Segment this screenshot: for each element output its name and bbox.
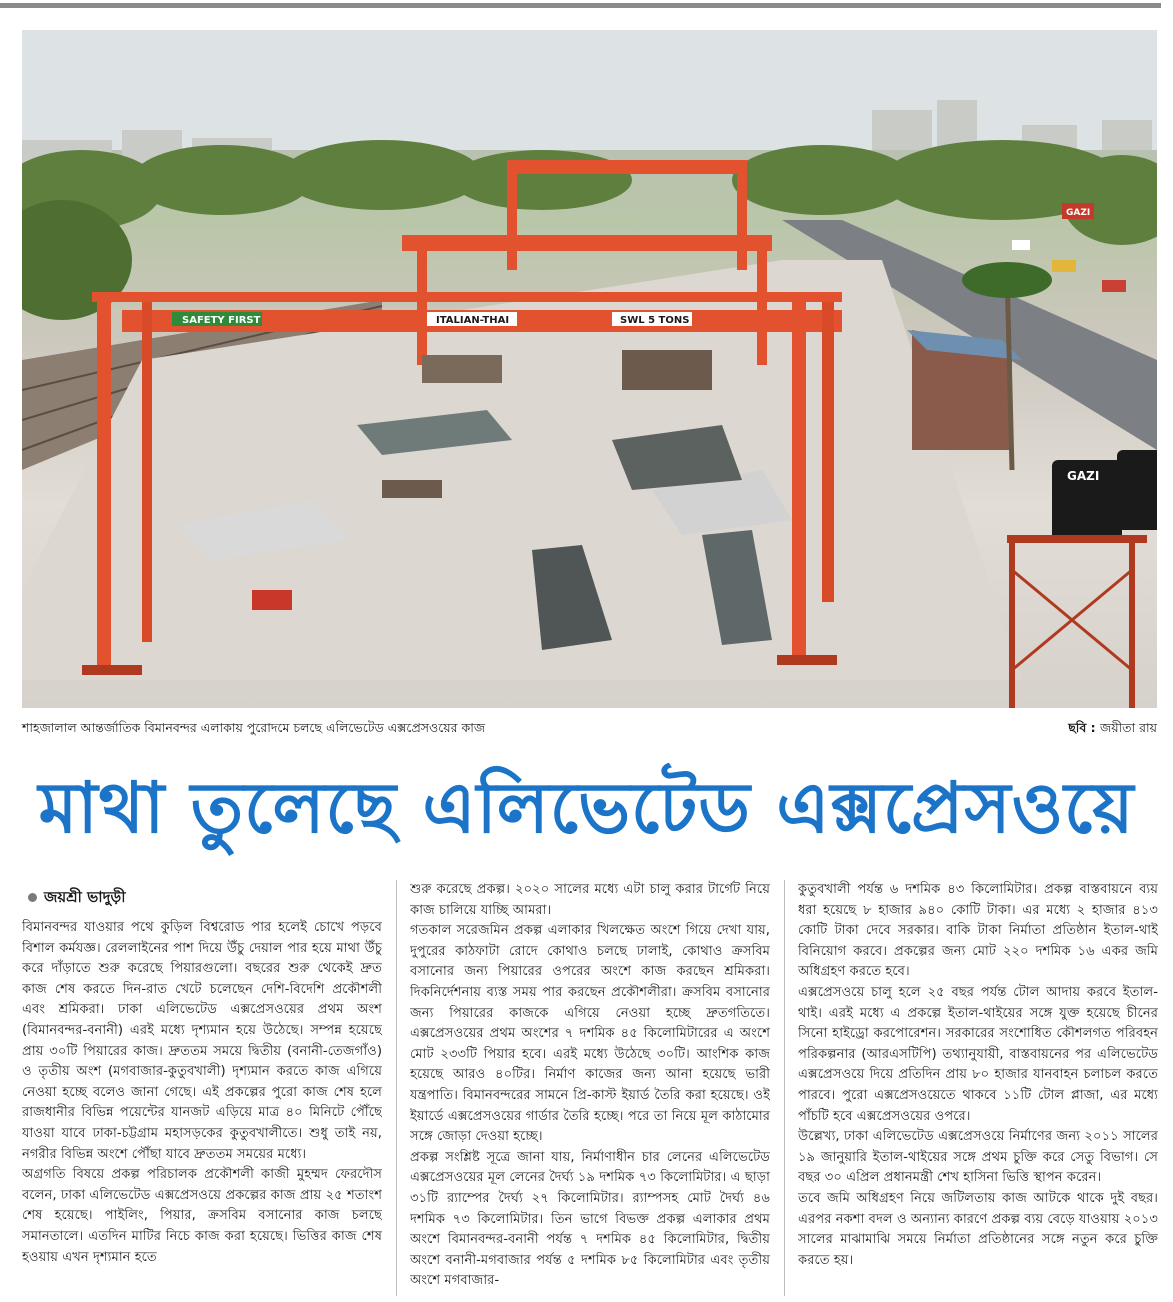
column-divider	[396, 880, 397, 1296]
sky	[22, 30, 1157, 150]
paragraph: উল্লেখ্য, ঢাকা এলিভেটেড এক্সপ্রেসওয়ে নির্মাণের জন্য ২০১১ সালের ১৯ জানুয়ারি ইতাল-থাইয়ের সঙ্গে প্রথম চুক্তি করে সেতু বিভাগ। সে বছর ৩০ এপ্রিল প্রধানমন্ত্রী শেখ হাসিনা ভিত্তি স্থাপন করেন।	[798, 1129, 1158, 1186]
headline: মাথা তুলেছে এলিভেটেড এক্সপ্রেসওয়ে	[38, 767, 1135, 849]
article-column-1	[22, 918, 382, 1298]
site-office	[907, 330, 1022, 450]
billboard-text: GAZI	[1066, 208, 1091, 218]
paragraph: শুরু করেছে প্রকল্প। ২০২০ সালের মধ্যে এটা চালু করার টার্গেট নিয়ে কাজ চালিয়ে যাচ্ছি আমরা।	[410, 882, 770, 918]
article-column-2	[410, 880, 770, 1298]
paragraph: বিমানবন্দর যাওয়ার পথে কুড়িল বিশ্বরোড পার হলেই চোখে পড়বে বিশাল কর্মযজ্ঞ। রেললাইনের পাশ দিয়ে উঁচু দেয়াল পার হয়ে মাথা উঁচু করে দাঁড়াতে শুরু করেছে পিয়ারগুলো। বছরের শুরু থেকেই দ্রুত কাজ শেষ করতে দিন-রাত খেটে চলেছেন দেশি-বিদেশি প্রকৌশলী এবং শ্রমিকরা। ঢাকা এলিভেটেড এক্সপ্রেসওয়ের প্রথম অংশ (বিমানবন্দর-বনানী) এরই মধ্যে দৃশ্যমান হয়ে উঠেছে। সম্পন্ন হয়েছে প্রায় ৩০টি পিয়ারের কাজ। দ্রুততম সময়ে দ্বিতীয় (বনানী-তেজগাঁও) ও তৃতীয় অংশ (মগবাজার-কুতুবখালী) দৃশ্যমান করতে কাজ এগিয়ে নেওয়া হচ্ছে বলেও জানা গেছে। এই প্রকল্পের পুরো কাজ শেষ হলে রাজধানীর বিভিন্ন পয়েন্টের যানজট এড়িয়ে মাত্র ৪০ মিনিটে পৌঁছে যাওয়া যাবে ঢাকা-চট্টগ্রাম মহাসড়কের কুতুবখালীতে। শুধু তাই নয়, নগরীর বিভিন্ন অংশে পৌঁছা যাবে দ্রুততম সময়ের মধ্যে।	[22, 920, 382, 1162]
paragraph: অগ্রগতি বিষয়ে প্রকল্প পরিচালক প্রকৌশলী কাজী মুহম্মদ ফেরদৌস বলেন, ঢাকা এলিভেটেড এক্সপ্রেসওয়ে প্রকল্পের কাজ প্রায় ২৫ শতাংশ শেষ হয়েছে। পাইলিং, পিয়ার, ক্রসবিম বসানোর কাজ চলছে সমানতালে। এতদিন মাটির নিচে কাজ করা হয়েছে। ভিত্তির কাজ শেষ হওয়ায় এখন দৃশ্যমান হতে	[22, 1167, 382, 1265]
news-photo	[22, 30, 1157, 708]
paragraph: তবে জমি অধিগ্রহণ নিয়ে জটিলতায় কাজ আটকে থাকে দুই বছর। এরপর নকশা বদল ও অন্যান্য কারণে প্রকল্প ব্যয় বেড়ে যাওয়ায় ২০১৩ সালের মাঝামাঝি সময়ে নির্মাতা প্রতিষ্ঠানের সঙ্গে নতুন করে চুক্তি করতে হয়।	[798, 1190, 1158, 1268]
author-name: জয়শ্রী ভাদুড়ী	[44, 888, 126, 906]
photo-credit-label: ছবি	[1068, 720, 1087, 735]
paragraph: এক্সপ্রেসওয়ে চালু হলে ২৫ বছর পর্যন্ত টোল আদায় করবে ইতাল-থাই। এরই মধ্যে এ প্রকল্পে ইতাল-থাইয়ের সঙ্গে যুক্ত হয়েছে চীনের সিনো হাইড্রো করপোরেশন। সরকারের সংশোধিত কৌশলগত পরিবহন পরিকল্পনার (আরএসটিপি) তথ্যানুযায়ী, বাস্তবায়নের পর এলিভেটেড এক্সপ্রেসওয়ে দিয়ে প্রতিদিন প্রায় ৮০ হাজার যানবাহন চলাচল করতে পারবে। পুরো এক্সপ্রেসওয়েতে থাকবে ১১টি টোল প্লাজা, এর মধ্যে পাঁচটি হবে এক্সপ্রেসওয়ের ওপরে।	[798, 984, 1158, 1124]
photo-caption-row	[22, 717, 1157, 739]
water-tower	[1007, 450, 1157, 708]
crane-sign-company: ITALIAN-THAI	[436, 315, 510, 326]
tank-brand: GAZI	[1067, 469, 1100, 483]
photo-credit-separator: :	[1090, 720, 1096, 735]
billboard	[1062, 203, 1094, 219]
photo-caption: শাহজালাল আন্তর্জাতিক বিমানবন্দর এলাকায় পুরোদমে চলছে এলিভেটেড এক্সপ্রেসওয়ের কাজ	[22, 720, 486, 735]
photo-credit-name: জয়ীতা রায়	[1100, 720, 1157, 735]
top-rule	[0, 3, 1161, 8]
paragraph: প্রকল্প সংশ্লিষ্ট সূত্রে জানা যায়, নির্মাণাধীন চার লেনের এলিভেটেড এক্সপ্রেসওয়ের মূল লেনের দৈর্ঘ্য ১৯ দশমিক ৭৩ কিলোমিটার। এ ছাড়া ৩১টি র‌্যাম্পের দৈর্ঘ্য ২৭ কিলোমিটার। র‌্যাম্পসহ মোট দৈর্ঘ্য ৪৬ দশমিক ৭৩ কিলোমিটার। তিন ভাগে বিভক্ত প্রকল্প এলাকার প্রথম অংশে বিমানবন্দর-বনানী পর্যন্ত ৭ দশমিক ৪৫ কিলোমিটার, দ্বিতীয় অংশে বনানী-মগবাজার পর্যন্ত ৫ দশমিক ৮৫ কিলোমিটার এবং তৃতীয় অংশে মগবাজার-	[410, 1149, 770, 1289]
construction-site-illustration	[22, 30, 1157, 708]
paragraph: কুতুবখালী পর্যন্ত ৬ দশমিক ৪৩ কিলোমিটার। প্রকল্প বাস্তবায়নে ব্যয় ধরা হয়েছে ৮ হাজার ৯৪০ কোটি টাকা। এর মধ্যে ২ হাজার ৪১৩ কোটি টাকা দেবে সরকার। বাকি টাকা নির্মাতা প্রতিষ্ঠান ইতাল-থাই বিনিয়োগ করবে। প্রকল্পের জন্য মোট ২২০ দশমিক ১৬ একর জমি অধিগ্রহণ করতে হবে।	[798, 882, 1158, 980]
photo-credit	[1068, 717, 1157, 739]
crane-sign-capacity: SWL 5 TONS	[620, 315, 690, 326]
crane-sign-safety: SAFETY FIRST	[182, 315, 261, 326]
byline-bullet-icon	[28, 893, 37, 902]
byline	[28, 885, 126, 909]
article-column-3	[798, 880, 1158, 1298]
paragraph: গতকাল সরেজমিন প্রকল্প এলাকার খিলক্ষেত অংশে গিয়ে দেখা যায়, দুপুরের কাঠফাটা রোদে কোথাও চলছে ঢালাই, কোথাও ক্রসবিম বসানোর জন্য পিয়ারের ওপরের অংশে কাজ করছেন শ্রমিকরা। দিকনির্দেশনায় ব্যস্ত সময় পার করছেন প্রকৌশলীরা। ক্রসবিম বসানোর জন্য পিয়ারের কাজকে এগিয়ে নেওয়া হচ্ছে দ্রুতগতিতে। এক্সপ্রেসওয়ের প্রথম অংশের ৭ দশমিক ৪৫ কিলোমিটারের এ অংশে মোট ২৩৩টি পিয়ার হবে। এরই মধ্যে উঠেছে ৩০টি। আংশিক কাজ হয়েছে আরও ৪০টির। নির্মাণ কাজের জন্য আনা হয়েছে ভারী যন্ত্রপাতি। বিমানবন্দরের সামনে প্রি-কাস্ট ইয়ার্ড তৈরি করা হয়েছে। ওই ইয়ার্ডে এক্সপ্রেসওয়ের গার্ডার তৈরি হচ্ছে। পরে তা নিয়ে মূল কাঠামোর সঙ্গে জোড়া দেওয়া হচ্ছে।	[410, 923, 770, 1145]
column-divider	[784, 880, 785, 1296]
